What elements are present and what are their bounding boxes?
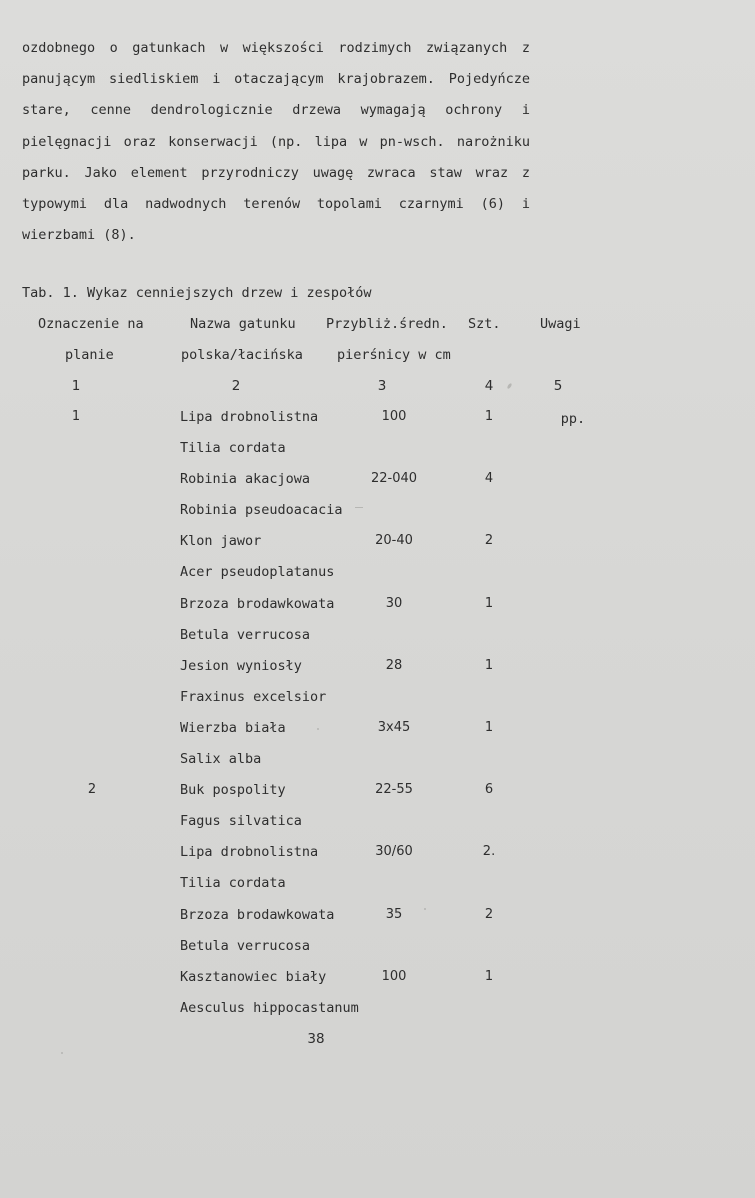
paragraph-word: stare, (22, 102, 71, 119)
paragraph-word: związanych (426, 40, 508, 56)
paragraph-word: pn-wsch. (379, 133, 445, 150)
table-caption: Tab. 1. Wykaz cenniejszych drzew i zespołów (22, 285, 372, 301)
header-notes: Uwagi (540, 316, 581, 332)
cell-plan-designation: 2 (87, 782, 97, 798)
cell-count: 1 (484, 409, 494, 424)
paragraph-word: i (212, 71, 221, 88)
scan-speck (424, 908, 426, 910)
paragraph-word: większości (242, 40, 324, 56)
cell-polish-name: Buk pospolity (180, 782, 286, 799)
paragraph-word: ochrony (445, 102, 503, 119)
column-number-3: 3 (377, 378, 387, 394)
paragraph-word: w (219, 40, 229, 56)
cell-polish-name: Robinia akacjowa (180, 471, 311, 488)
paragraph-word: narożniku (456, 133, 530, 150)
paragraph-word: konserwacji (168, 133, 258, 150)
paragraph-word: krajobrazem. (337, 71, 435, 88)
paragraph-word: rodzimych (338, 40, 412, 56)
cell-latin-name: Betula verrucosa (180, 937, 311, 954)
cell-diameter: 22-040 (370, 471, 418, 487)
cell-count: 1 (484, 657, 494, 673)
cell-latin-name: Tilia cordata (180, 875, 286, 892)
paragraph-word: wierzbami (8). (22, 227, 136, 244)
paragraph-word: (6) (480, 196, 506, 212)
paragraph-word: siedliskiem (108, 71, 199, 88)
paragraph-line (22, 194, 530, 214)
cell-polish-name: Klon jawor (180, 533, 262, 550)
paragraph-word: topolami (316, 196, 382, 212)
paragraph-word: dla (103, 196, 129, 212)
paragraph-word: zwraca (366, 164, 416, 181)
paragraph-word: o (109, 40, 118, 56)
cell-count: 2 (484, 533, 494, 549)
paragraph-word: otaczającym (234, 71, 324, 88)
cell-diameter: 30/60 (375, 844, 413, 860)
cell-diameter: 20-40 (375, 533, 413, 549)
column-number-5: 5 (553, 378, 563, 394)
cell-count: 1 (484, 968, 494, 984)
header-plan-designation-line2: planie (65, 347, 114, 363)
cell-polish-name: Jesion wyniosły (180, 657, 302, 674)
header-count: Szt. (468, 316, 501, 332)
cell-count: 4 (484, 471, 494, 487)
cell-plan-designation: 1 (71, 409, 81, 424)
paragraph-word: z (521, 164, 530, 181)
header-diameter: Przybliż.średn. (326, 316, 448, 332)
paragraph-word: nadwodnych (145, 196, 227, 212)
paragraph-word: drzewa (292, 102, 341, 119)
paragraph-word: cenne (90, 102, 132, 119)
paragraph-word: w (359, 133, 368, 150)
cell-latin-name: Acer pseudoplatanus (180, 564, 335, 581)
paragraph-word: panującym (22, 71, 96, 88)
scan-speck (317, 728, 319, 730)
cell-diameter: 100 (381, 409, 407, 424)
paragraph-word: pielęgnacji (22, 133, 112, 150)
cell-latin-name: Salix alba (180, 751, 262, 767)
scan-speck (61, 1052, 63, 1054)
cell-count: 6 (484, 782, 494, 798)
cell-count: 1 (484, 720, 494, 735)
cell-latin-name: Fraxinus excelsior (180, 688, 327, 705)
paragraph-word: czarnymi (398, 196, 464, 212)
cell-polish-name: Brzoza brodawkowata (180, 595, 335, 612)
cell-polish-name: Lipa drobnolistna (180, 844, 319, 861)
paragraph-word: gatunkach (132, 40, 206, 56)
header-species-name-line2: polska/łacińska (181, 347, 303, 363)
paragraph-word: Jako (84, 164, 117, 181)
cell-diameter: 22-55 (375, 782, 413, 798)
paragraph-word: element (130, 164, 188, 181)
cell-count: 2 (484, 906, 494, 922)
paragraph-line (22, 38, 530, 58)
cell-count: 2. (482, 844, 496, 860)
paragraph-word: typowymi (22, 196, 88, 212)
cell-polish-name: Lipa drobnolistna (180, 409, 319, 425)
cell-notes: pp. (560, 411, 586, 427)
column-number-2: 2 (231, 378, 241, 394)
column-number-1: 1 (71, 378, 81, 394)
cell-latin-name: Aesculus hippocastanum (180, 999, 359, 1016)
paragraph-word: terenów (243, 196, 301, 212)
paragraph-line (22, 225, 530, 245)
scan-speck (507, 383, 513, 390)
paragraph-word: staw (429, 164, 462, 181)
paragraph-line (22, 69, 530, 89)
cell-polish-name: Kasztanowiec biały (180, 968, 327, 985)
cell-count: 1 (484, 595, 494, 611)
paragraph-line (22, 163, 530, 183)
cell-polish-name: Brzoza brodawkowata (180, 906, 335, 923)
paragraph-word: z (521, 40, 530, 56)
cell-polish-name: Wierzba biała (180, 720, 286, 736)
paragraph-word: uwagę (312, 164, 354, 181)
paragraph-word: ozdobnego (22, 40, 96, 56)
cell-latin-name: Tilia cordata (180, 440, 286, 456)
paragraph-word: wymagają (360, 102, 426, 119)
paragraph-word: (np. (269, 133, 303, 150)
cell-diameter: 28 (385, 657, 403, 673)
header-plan-designation: Oznaczenie na (38, 316, 144, 332)
cell-diameter: 100 (381, 968, 407, 984)
cell-latin-name: Betula verrucosa (180, 626, 311, 643)
paragraph-word: lipa (314, 133, 348, 150)
paragraph-word: i (521, 102, 530, 119)
paragraph-word: przyrodniczy (201, 164, 299, 181)
header-diameter-line2: pierśnicy w cm (337, 347, 451, 363)
paragraph-word: dendrologicznie (150, 102, 273, 119)
paragraph-line (22, 100, 530, 120)
paragraph-word: i (521, 196, 530, 212)
paragraph-word: Pojedyńcze (448, 71, 530, 88)
column-number-4: 4 (484, 378, 494, 394)
page-number: 38 (307, 1031, 325, 1047)
cell-latin-name: Fagus silvatica (180, 813, 302, 830)
cell-diameter: 35 (385, 906, 403, 922)
cell-diameter: 3x45 (377, 720, 411, 735)
cell-latin-name: Robinia pseudoacacia (180, 502, 343, 519)
cell-diameter: 30 (385, 595, 403, 611)
scan-speck (355, 507, 363, 508)
paragraph-line (22, 132, 530, 152)
header-species-name: Nazwa gatunku (190, 316, 296, 332)
paragraph-word: oraz (123, 133, 157, 150)
paragraph-word: wraz (475, 164, 509, 181)
paragraph-word: parku. (22, 164, 71, 181)
